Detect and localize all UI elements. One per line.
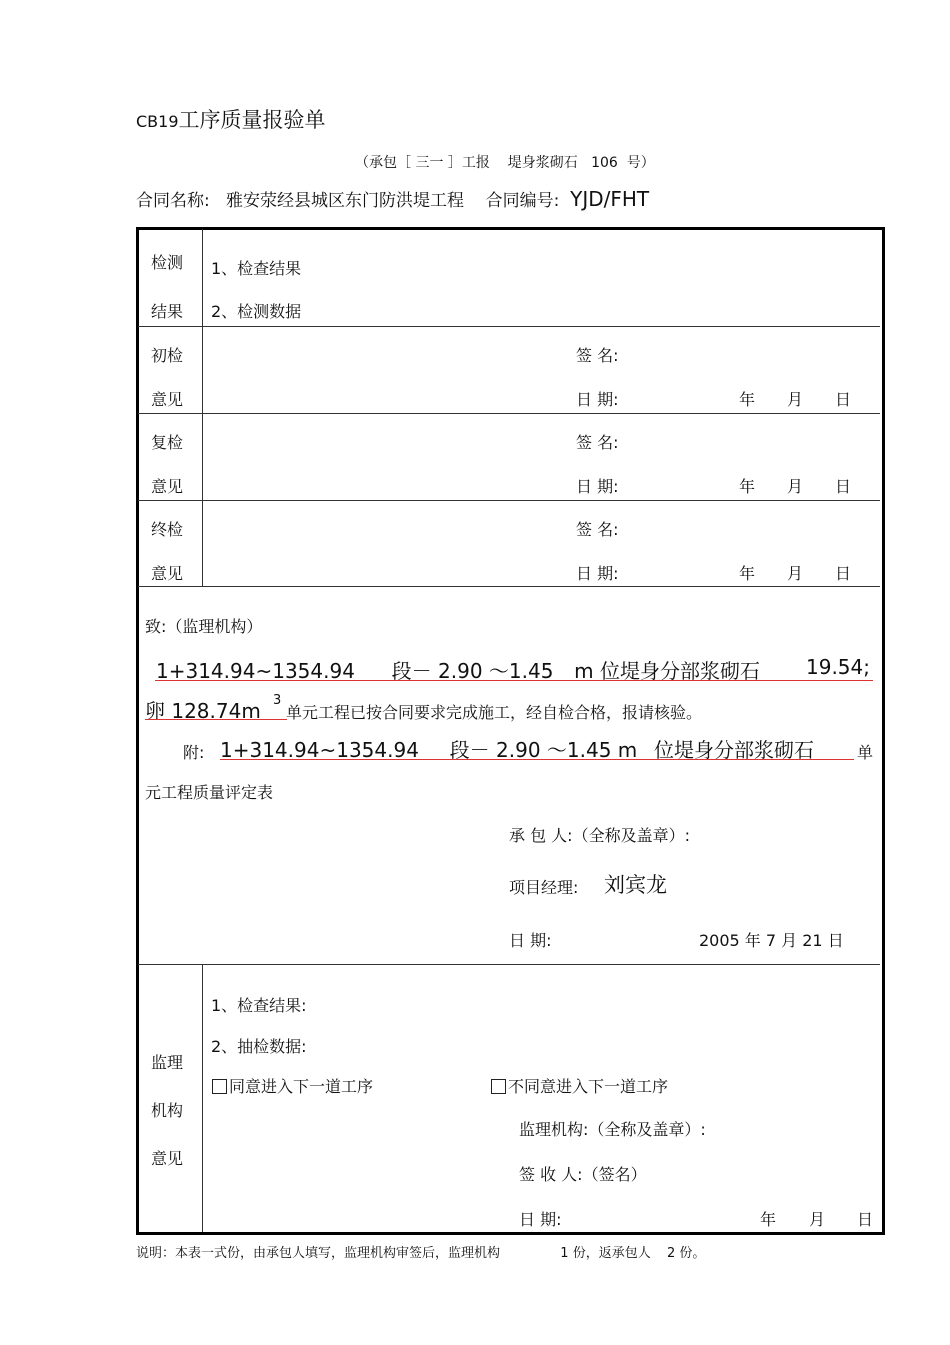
agree-option[interactable] [212, 1074, 373, 1097]
agree-label: 同意进入下一道工序 [229, 1077, 374, 1096]
contract-no: YJD/FHT [570, 187, 650, 211]
opinion-date-label: 日 期: [576, 564, 619, 583]
test-item-1: 1、检查结果 [211, 259, 302, 278]
opinion-month: 月 [787, 390, 804, 409]
row-divider [138, 326, 880, 327]
subtitle-contract: 三一 [415, 155, 444, 171]
supervision-label-2: 机构 [151, 1101, 184, 1120]
subtitle-open: （承包［ [355, 155, 411, 171]
footer-note [136, 1242, 705, 1261]
contract-no-label: 合同编号: [485, 191, 560, 211]
supervision-label-3: 意见 [151, 1149, 184, 1168]
row-divider [138, 964, 880, 965]
report-line-2-text: 单元工程已按合同要求完成施工，经自检合格，报请核验。 [286, 703, 703, 722]
opinion-month: 月 [787, 564, 804, 583]
report-unit: m 位堤身分部浆砌石 [574, 659, 760, 683]
opinion-label-2: 意见 [151, 477, 184, 496]
supervision-date-label: 日 期: [519, 1210, 562, 1229]
supervision-org-label: 监理机构:（全称及盖章）: [519, 1120, 706, 1139]
attach-label: 附: [183, 743, 205, 762]
supervision-signer-label: 签 收 人:（签名） [519, 1165, 647, 1184]
contract-line [136, 186, 649, 211]
subtitle-close: 号） [626, 155, 655, 171]
opinion-day: 日 [835, 390, 852, 409]
subtitle-work: 堤身浆砌石 [507, 155, 578, 171]
form-title [136, 104, 326, 134]
subtitle-number: 106 [591, 155, 618, 171]
opinion-year: 年 [739, 390, 756, 409]
opinion-label-1: 复检 [151, 433, 184, 452]
report-underline-2 [145, 719, 287, 720]
report-segment: 段－ 2.90 ～1.45 [391, 659, 554, 683]
report-volume: 卵 128.74m [145, 699, 261, 723]
left-column-divider [202, 229, 203, 586]
attach-underline [220, 759, 854, 760]
contractor-label: 承 包 人:（全称及盖章）: [509, 826, 690, 845]
test-item-2: 2、检测数据 [211, 302, 302, 321]
opinion-label-2: 意见 [151, 564, 184, 583]
subtitle-mid: ］工报 [447, 155, 490, 171]
pm-label: 项目经理: [509, 878, 579, 897]
opinion-sign-label: 签 名: [576, 433, 619, 452]
report-station: 1+314.94~1354.94 [156, 659, 355, 683]
row-divider [138, 413, 880, 414]
row-divider [138, 500, 880, 501]
opinion-label-1: 初检 [151, 346, 184, 365]
supervision-day: 日 [857, 1210, 874, 1229]
report-underline-1 [155, 680, 873, 681]
opinion-label-1: 终检 [151, 520, 184, 539]
test-label-1: 检测 [151, 253, 184, 272]
footer-note-b: 1 份，返承包人 [560, 1246, 651, 1261]
report-date: 2005 年 7 月 21 日 [699, 931, 844, 950]
opinion-date-label: 日 期: [576, 390, 619, 409]
attach-segment: 段－ 2.90 ～1.45 m [449, 738, 638, 762]
opinion-sign-label: 签 名: [576, 520, 619, 539]
report-line-4: 元工程质量评定表 [145, 783, 274, 802]
opinion-date-label: 日 期: [576, 477, 619, 496]
opinion-sign-label: 签 名: [576, 346, 619, 365]
attach-tail: 单 [857, 743, 874, 762]
footer-note-a: 说明：本表一式份，由承包人填写，监理机构审签后，监理机构 [136, 1246, 501, 1261]
left-column-divider-bottom [202, 964, 203, 1232]
opinion-day: 日 [835, 564, 852, 583]
attach-unit: 位堤身分部浆砌石 [654, 738, 814, 762]
footer-note-c: 2 份。 [666, 1246, 706, 1261]
supervision-year: 年 [760, 1210, 777, 1229]
disagree-label: 不同意进入下一道工序 [508, 1077, 669, 1096]
report-to: 致:（监理机构） [145, 617, 263, 636]
supervision-item-2: 2、抽检数据: [211, 1037, 307, 1056]
opinion-label-2: 意见 [151, 390, 184, 409]
disagree-option[interactable] [491, 1074, 668, 1097]
supervision-month: 月 [809, 1210, 826, 1229]
contract-name-label: 合同名称: [136, 191, 210, 211]
supervision-item-1: 1、检查结果: [211, 996, 307, 1015]
form-title-text: 工序质量报验单 [178, 108, 326, 132]
report-date-label: 日 期: [509, 931, 552, 950]
opinion-year: 年 [739, 564, 756, 583]
disagree-checkbox[interactable] [491, 1079, 506, 1094]
pm-name: 刘宾龙 [604, 873, 667, 897]
supervision-label-1: 监理 [151, 1053, 184, 1072]
form-subtitle [355, 152, 655, 172]
opinion-month: 月 [787, 477, 804, 496]
form-code: CB19 [136, 112, 179, 131]
agree-checkbox[interactable] [212, 1079, 227, 1094]
opinion-year: 年 [739, 477, 756, 496]
contract-name: 雅安荥经县城区东门防洪堤工程 [225, 191, 464, 211]
row-divider [138, 586, 880, 587]
opinion-day: 日 [835, 477, 852, 496]
report-quantity: 19.54; [806, 655, 870, 679]
test-label-2: 结果 [151, 302, 184, 321]
report-superscript: 3 [273, 693, 282, 708]
attach-station: 1+314.94~1354.94 [220, 738, 419, 762]
